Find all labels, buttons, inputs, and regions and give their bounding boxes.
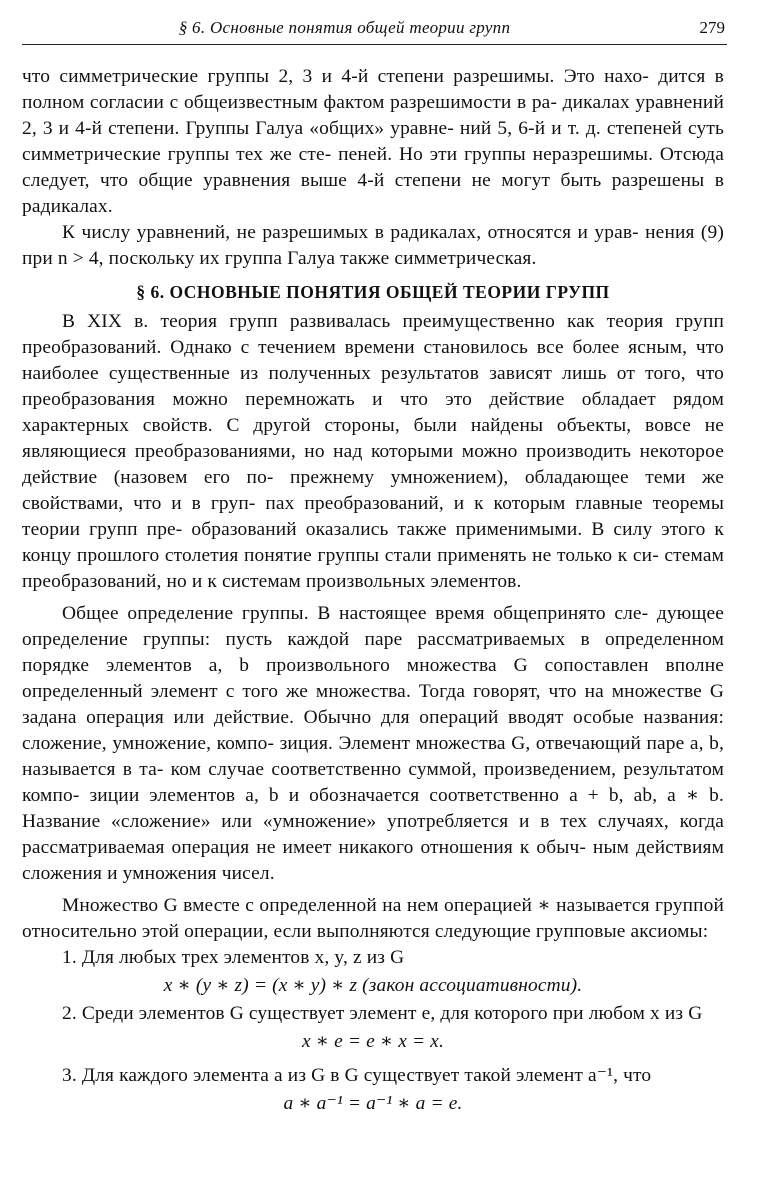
section-heading: § 6. ОСНОВНЫЕ ПОНЯТИЯ ОБЩЕЙ ТЕОРИИ ГРУПП (136, 282, 610, 302)
formula-inverse: a ∗ a⁻¹ = a⁻¹ ∗ a = e. (283, 1093, 463, 1114)
paragraph-1: что симметрические группы 2, 3 и 4-й степени разрешимы. Это нахо- дится в полном согласии с общеизвестным фактом разрешимости в ра- дикалах уравнений 2, 3 и 4-й степени. Группы Галуа «общих» уравне- ний 5, 6-й и т. д. степеней суть симметрические группы тех же сте- пеней. Но эти группы неразрешимы. Отсюда следует, что общие уравнения выше 4-й степени не могут быть разрешены в радикалах. (22, 66, 725, 217)
page-number: 279 (699, 18, 725, 37)
paragraph-2: К числу уравнений, не разрешимых в радикалах, относятся и урав- нения (9) при n > 4, поскольку их группа Галуа также симметрическая. (22, 222, 724, 269)
paragraph-3: В XIX в. теория групп развивалась преимущественно как теория групп преобразований. Однако с течением времени становилось все более ясным, что наиболее существенные из полученных результатов зависят лишь от того, что преобразования можно перемножать и что это действие обладает рядом характерных свойств. С другой стороны, были найдены объекты, вовсе не являющиеся преобразованиями, но над которыми можно производить некоторое действие (назовем его по- прежнему умножением), обладающее теми же свойствами, что и в груп- пах преобразований, и к которым главные теоремы теории групп пре- образований оказались также применимыми. В силу этого к концу прошлого столетия понятие группы стали применять не только к си- стемам преобразований, но и к системам произвольных элементов. (22, 311, 725, 592)
formula-associativity: x ∗ (y ∗ z) = (x ∗ y) ∗ z (закон ассоциативности). (163, 975, 583, 996)
formula-identity: x ∗ e = e ∗ x = x. (302, 1031, 444, 1052)
page-body (22, 64, 724, 1119)
axiom-1: 1. Для любых трех элементов x, y, z из G (62, 947, 405, 968)
paragraph-5: Множество G вместе с определенной на нем операцией ∗ называется группой относительно этой операции, если выполняются следующие групповые аксиомы: (22, 895, 724, 942)
axiom-3: 3. Для каждого элемента a из G в G существует такой элемент a⁻¹, что (62, 1065, 652, 1086)
axiom-2: 2. Среди элементов G существует элемент e, для которого при любом x из G (62, 1003, 703, 1024)
paragraph-4: Общее определение группы. В настоящее время общепринято сле- дующее определение группы: пусть каждой паре рассматриваемых в определенном порядке элементов a, b произвольного множества G сопоставлен вполне определенный элемент c того же множества. Тогда говорят, что на множестве G задана операция или действие. Обычно для операций вводят особые названия: сложение, умножение, компо- зиция. Элемент множества G, отвечающий паре a, b, называется в та- ком случае соответственно суммой, произведением, результатом компо- зиции элементов a, b и обозначается соответственно a + b, ab, a ∗ b. Название «сложение» или «умножение» употребляется и в тех случаях, когда рассматриваемая операция не имеет никакого отношения к обыч- ным действиям сложения и умножения чисел. (22, 603, 725, 884)
running-header (22, 14, 727, 45)
running-title: § 6. Основные понятия общей теории групп (178, 18, 511, 37)
